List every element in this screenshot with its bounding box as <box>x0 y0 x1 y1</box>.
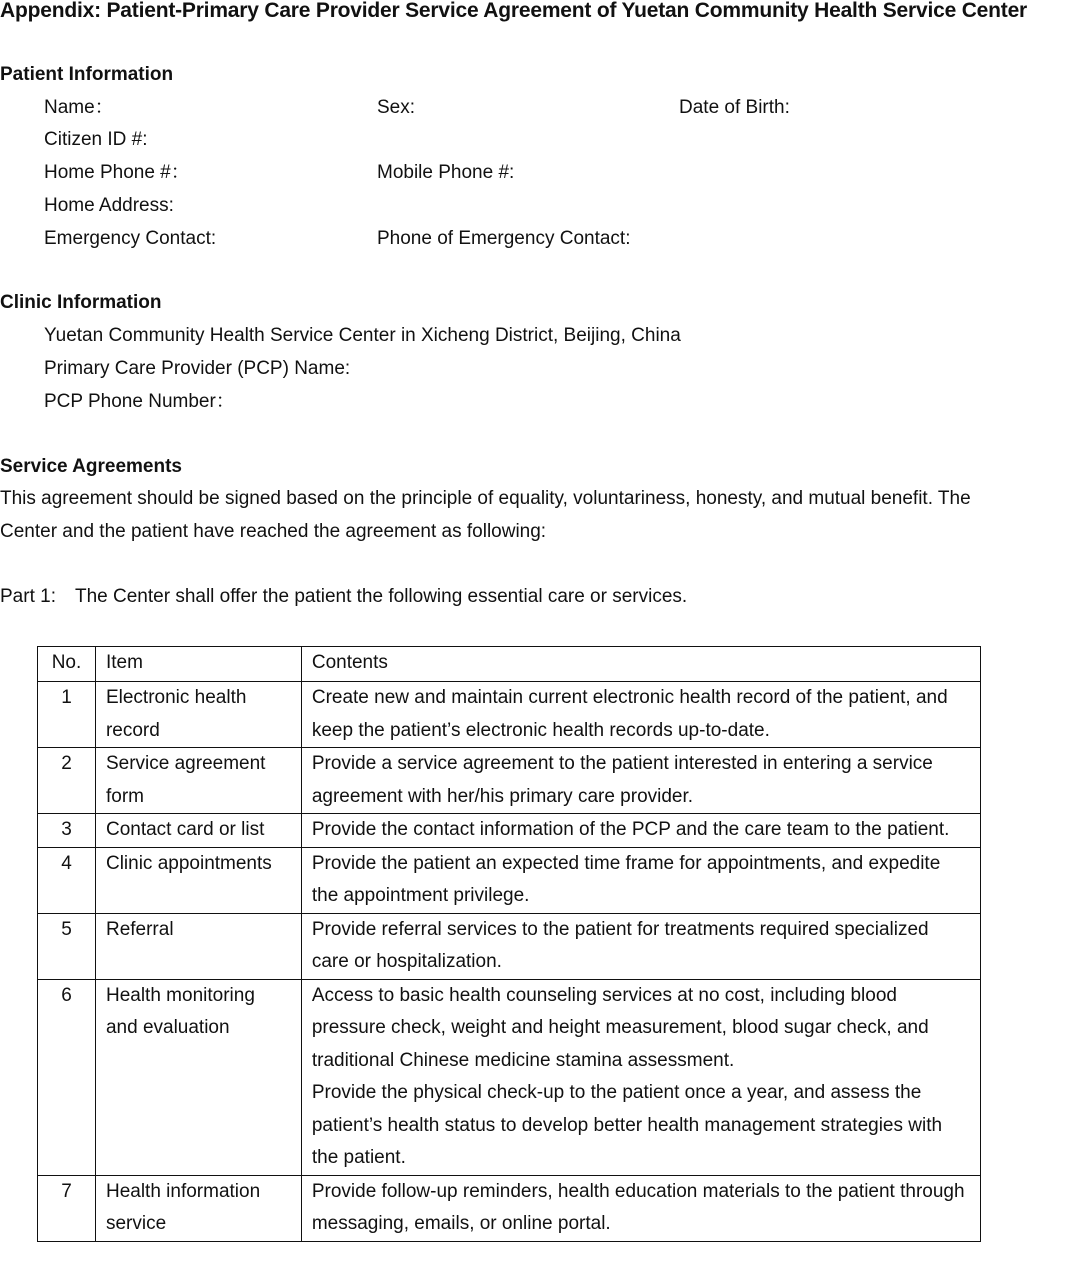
column-header-item: Item <box>95 647 301 682</box>
part-1-label: Part 1: <box>0 586 56 607</box>
contents-paragraph: Access to basic health counseling services at no cost, including blood pressure check, weight and height measurement, blood sugar check, and traditional Chinese medicine stamina assessment. <box>311 984 929 1071</box>
pcp-phone-label: PCP Phone Number： <box>44 391 235 412</box>
service-agreements-heading: Service Agreements <box>0 456 183 477</box>
table-row <box>38 682 981 748</box>
row-item: Referral <box>95 913 301 979</box>
sex-label: Sex: <box>377 97 416 118</box>
table-header-row <box>38 647 981 682</box>
row-number: 1 <box>38 682 96 748</box>
home-address-label: Home Address: <box>44 195 174 216</box>
clinic-information-heading: Clinic Information <box>0 292 162 313</box>
table-row <box>38 847 981 913</box>
table-row <box>38 748 981 814</box>
contents-paragraph: Provide the patient an expected time frame for appointments, and expedite the appointment privilege. <box>311 852 941 906</box>
contents-paragraph: Provide a service agreement to the patient interested in entering a service agreement with her/his primary care provider. <box>311 753 933 807</box>
row-number: 2 <box>38 748 96 814</box>
column-header-no: No. <box>38 647 96 682</box>
row-item: Service agreement form <box>95 748 301 814</box>
pcp-name-label: Primary Care Provider (PCP) Name: <box>44 358 351 379</box>
emergency-contact-phone-label: Phone of Emergency Contact: <box>377 228 631 249</box>
date-of-birth-label: Date of Birth: <box>679 97 790 118</box>
citizen-id-label: Citizen ID #: <box>44 129 148 150</box>
part-1-line <box>0 585 687 609</box>
services-table <box>37 646 981 1242</box>
row-item: Contact card or list <box>95 814 301 848</box>
row-number: 5 <box>38 913 96 979</box>
emergency-contact-label: Emergency Contact: <box>44 228 217 249</box>
mobile-phone-label: Mobile Phone #: <box>377 162 515 183</box>
row-contents <box>301 913 980 979</box>
table-body <box>38 682 981 1242</box>
contents-paragraph: Provide the physical check-up to the patient once a year, and assess the patient’s health status to develop better health management strategies with the patient. <box>311 1082 943 1168</box>
row-number: 7 <box>38 1175 96 1241</box>
row-item: Clinic appointments <box>95 847 301 913</box>
row-contents <box>301 979 980 1175</box>
column-header-contents: Contents <box>301 647 980 682</box>
document-title: Appendix: Patient-Primary Care Provider Service Agreement of Yuetan Community Health Service Center <box>0 0 1028 22</box>
patient-information-heading: Patient Information <box>0 64 174 85</box>
contents-paragraph: Provide referral services to the patient for treatments required specialized care or hospitalization. <box>311 918 929 972</box>
row-item: Electronic health record <box>95 682 301 748</box>
agreement-intro-paragraph: This agreement should be signed based on the principle of equality, voluntariness, honesty, and mutual benefit. The Center and the patient have reached the agreement as following: <box>0 488 971 542</box>
table-row <box>38 979 981 1175</box>
row-contents <box>301 748 980 814</box>
row-item: Health information service <box>95 1175 301 1241</box>
table-row <box>38 1175 981 1241</box>
contents-paragraph: Provide the contact information of the PCP and the care team to the patient. <box>311 819 950 840</box>
row-number: 3 <box>38 814 96 848</box>
row-contents <box>301 814 980 848</box>
row-contents <box>301 1175 980 1241</box>
contents-paragraph: Provide follow-up reminders, health education materials to the patient through messaging, emails, or online portal. <box>311 1180 965 1234</box>
row-contents <box>301 682 980 748</box>
home-phone-label: Home Phone #： <box>44 162 190 183</box>
row-number: 6 <box>38 979 96 1175</box>
clinic-name: Yuetan Community Health Service Center in Xicheng District, Beijing, China <box>44 325 681 346</box>
table-row <box>38 814 981 848</box>
name-label: Name： <box>44 97 114 118</box>
contents-paragraph: Create new and maintain current electronic health record of the patient, and keep the patient’s electronic health records up-to-date. <box>311 687 948 741</box>
row-item: Health monitoring and evaluation <box>95 979 301 1175</box>
row-contents <box>301 847 980 913</box>
table-row <box>38 913 981 979</box>
part-1-text: The Center shall offer the patient the following essential care or services. <box>75 586 688 607</box>
row-number: 4 <box>38 847 96 913</box>
